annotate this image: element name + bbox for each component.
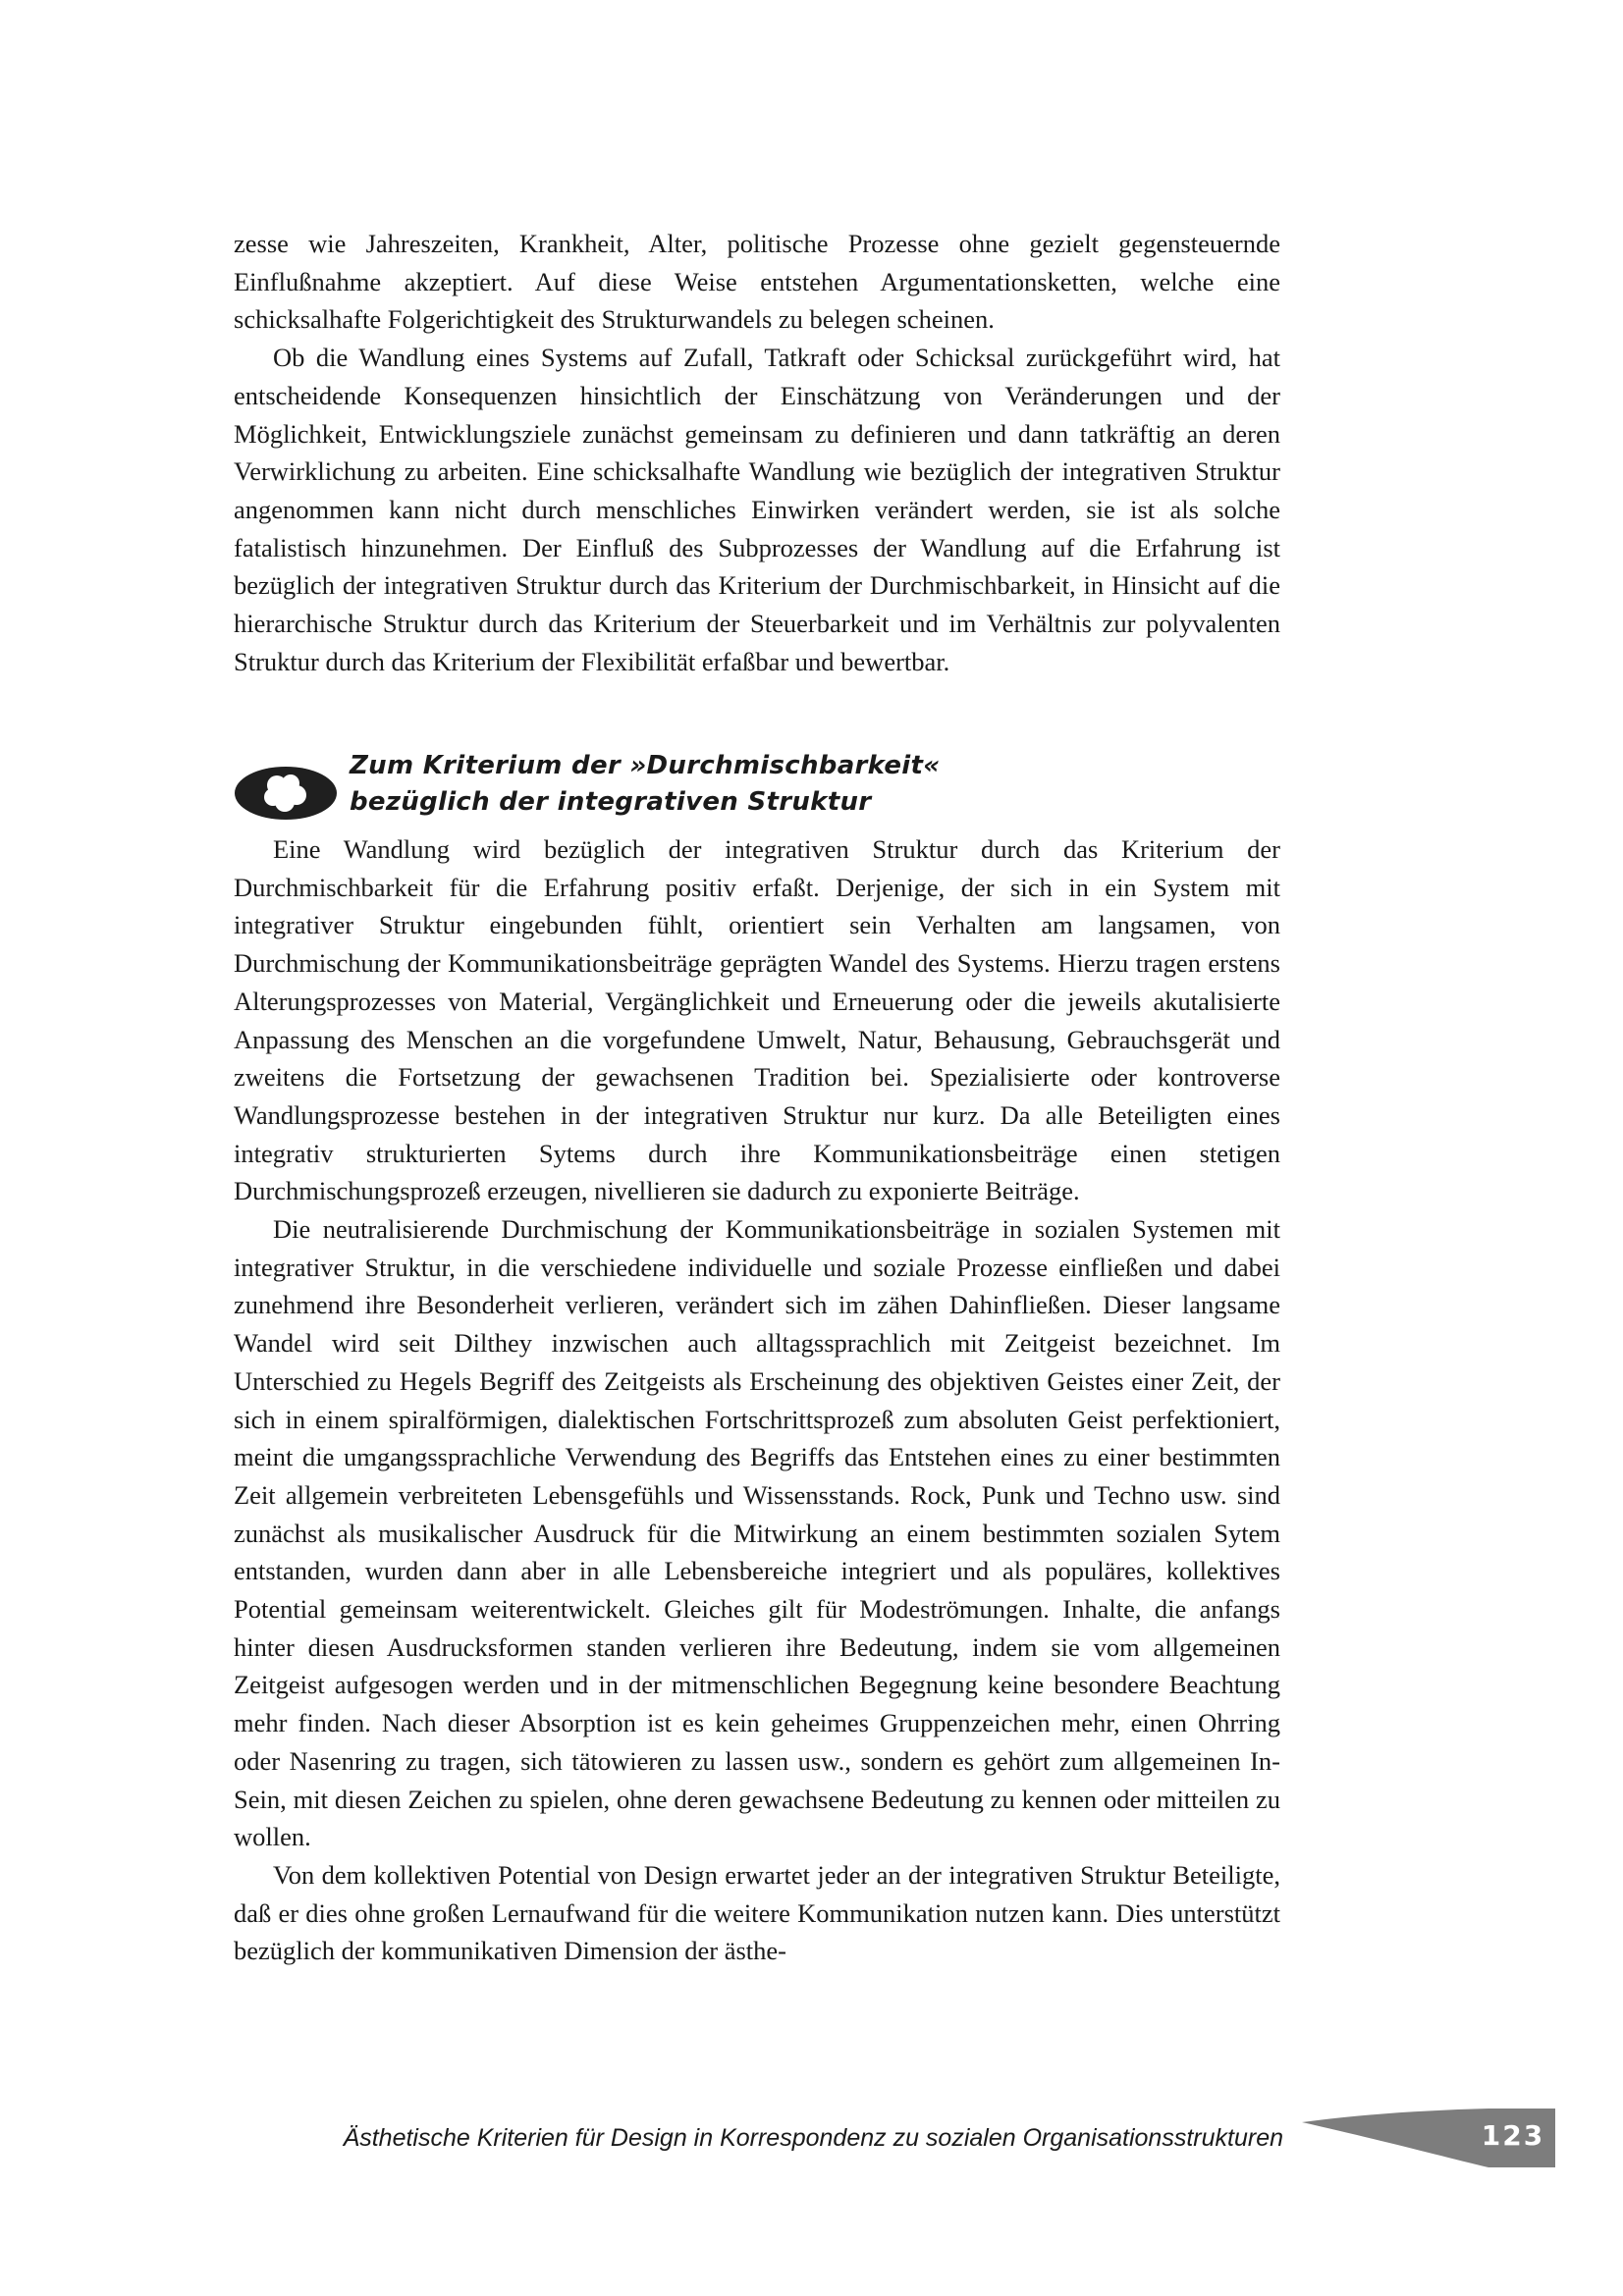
integrative-structure-icon [234, 766, 338, 821]
main-text-block [234, 830, 1280, 1970]
paragraph: Ob die Wandlung eines Systems auf Zufall, Tatkraft oder Schicksal zurückgeführt wird, hat entscheidende Konsequenzen hinsichtlich der Einschätzung von Veränderungen und der Möglichkeit, Entwicklungsziele zunächst gemeinsam zu definieren und dann tatkräftig an deren Verwirklichung zu arbeiten. Eine schicksalhafte Wandlung wie bezüglich der integrativen Struktur angenommen kann nicht durch menschliches Einwirken verändert werden, sie ist als solche fatalistisch hinzunehmen. Der Einfluß des Subprozesses der Wandlung auf die Erfahrung ist bezüglich der integrativen Struktur durch das Kriterium der Durchmischbarkeit, in Hinsicht auf die hierarchische Struktur durch das Kriterium der Steuerbarkeit und im Verhältnis zur polyvalenten Struktur durch das Kriterium der Flexibilität erfaßbar und bewertbar. [234, 343, 1280, 676]
page-number: 123 [1481, 2119, 1545, 2152]
paragraph: Von dem kollektiven Potential von Design erwartet jeder an der integrativen Struktur Beteiligte, daß er dies ohne großen Lernaufwand für die weitere Kommunikation nutzen kann. Dies unterstützt bezüglich der kommunikativen Dimension der ästhe- [234, 1859, 1280, 1966]
top-text-block [234, 225, 1280, 680]
paragraph: Die neutralisierende Durchmischung der Kommunikationsbeiträge in sozialen Systemen mit integrativer Struktur, in die verschiedene individuelle und soziale Prozesse einfließen und dabei zunehmend ihre Besonderheit verlieren, verändert sich im zähen Dahinfließen. Dieser langsame Wandel wird seit Dilthey inzwischen auch alltagssprachlich mit Zeitgeist bezeichnet. Im Unterschied zu Hegels Begriff des Zeitgeists als Erscheinung des objektiven Geistes einer Zeit, der sich in einem spiralförmigen, dialektischen Fortschrittsprozeß zum absoluten Geist perfektioniert, meint die umgangssprachliche Verwendung des Begriffs das Entstehen eines zu einer bestimmten Zeit allgemein verbreiteten Lebensgefühls und Wissensstands. Rock, Punk und Techno usw. sind zunächst als musikalischer Ausdruck für die Mitwirkung an einem bestimmten sozialen Sytem entstanden, wurden dann aber in alle Lebensbereiche integriert und als populäres, kollektives Potential gemeinsam weiterentwickelt. Gleiches gilt für Modeströmungen. Inhalte, die anfangs hinter diesen Ausdrucksformen standen verlieren ihre Bedeutung, indem sie vom allgemeinen Zeitgeist aufgesogen werden und in der mitmenschlichen Begegnung keine besondere Beachtung mehr finden. Nach dieser Absorption ist es kein geheimes Gruppenzeichen mehr, einen Ohrring oder Nasenring zu tragen, sich tätowieren zu lassen usw., sondern es gehört zum allgemeinen In-Sein, mit diesen Zeichen zu spielen, ohne deren gewachsene Bedeutung zu kennen oder mitteilen zu wollen. [234, 1214, 1280, 1852]
section-heading [234, 746, 1280, 825]
section-title-line-1: Zum Kriterium der »Durchmischbarkeit« [350, 751, 941, 780]
section-title-line-2: bezüglich der integrativen Struktur [350, 787, 872, 817]
section-title [350, 748, 940, 821]
running-title: Ästhetische Kriterien für Design in Korrespondenz zu sozialen Organisationsstrukturen [343, 2124, 1283, 2152]
paragraph: Eine Wandlung wird bezüglich der integrativen Struktur durch das Kriterium der Durchmischbarkeit für die Erfahrung positiv erfaßt. Derjenige, der sich in ein System mit integrativer Struktur eingebunden fühlt, orientiert sein Verhalten am langsamen, von Durchmischung der Kommunikationsbeiträge geprägten Wandel des Systems. Hierzu tragen erstens Alterungsprozesses von Material, Vergänglichkeit und Erneuerung oder die jeweils akutalisierte Anpassung des Menschen an die vorgefundene Umwelt, Natur, Behausung, Gebrauchsgerät und zweitens die Fortsetzung der gewachsenen Tradition bei. Spezialisierte oder kontroverse Wandlungsprozesse bestehen in der integrativen Struktur nur kurz. Da alle Beteiligten eines integrativ strukturierten Sytems durch ihre Kommunikationsbeiträge einen stetigen Durchmischungsprozeß erzeugen, nivellieren sie dadurch zu exponierte Beiträge. [234, 834, 1280, 1206]
page-footer [0, 2109, 1623, 2167]
paragraph: zesse wie Jahreszeiten, Krankheit, Alter, politische Prozesse ohne gezielt gegensteuernde Einflußnahme akzeptiert. Auf diese Weise entstehen Argumentationsketten, welche eine schicksalhafte Folgerichtigkeit des Strukturwandels zu belegen scheinen. [234, 229, 1280, 335]
